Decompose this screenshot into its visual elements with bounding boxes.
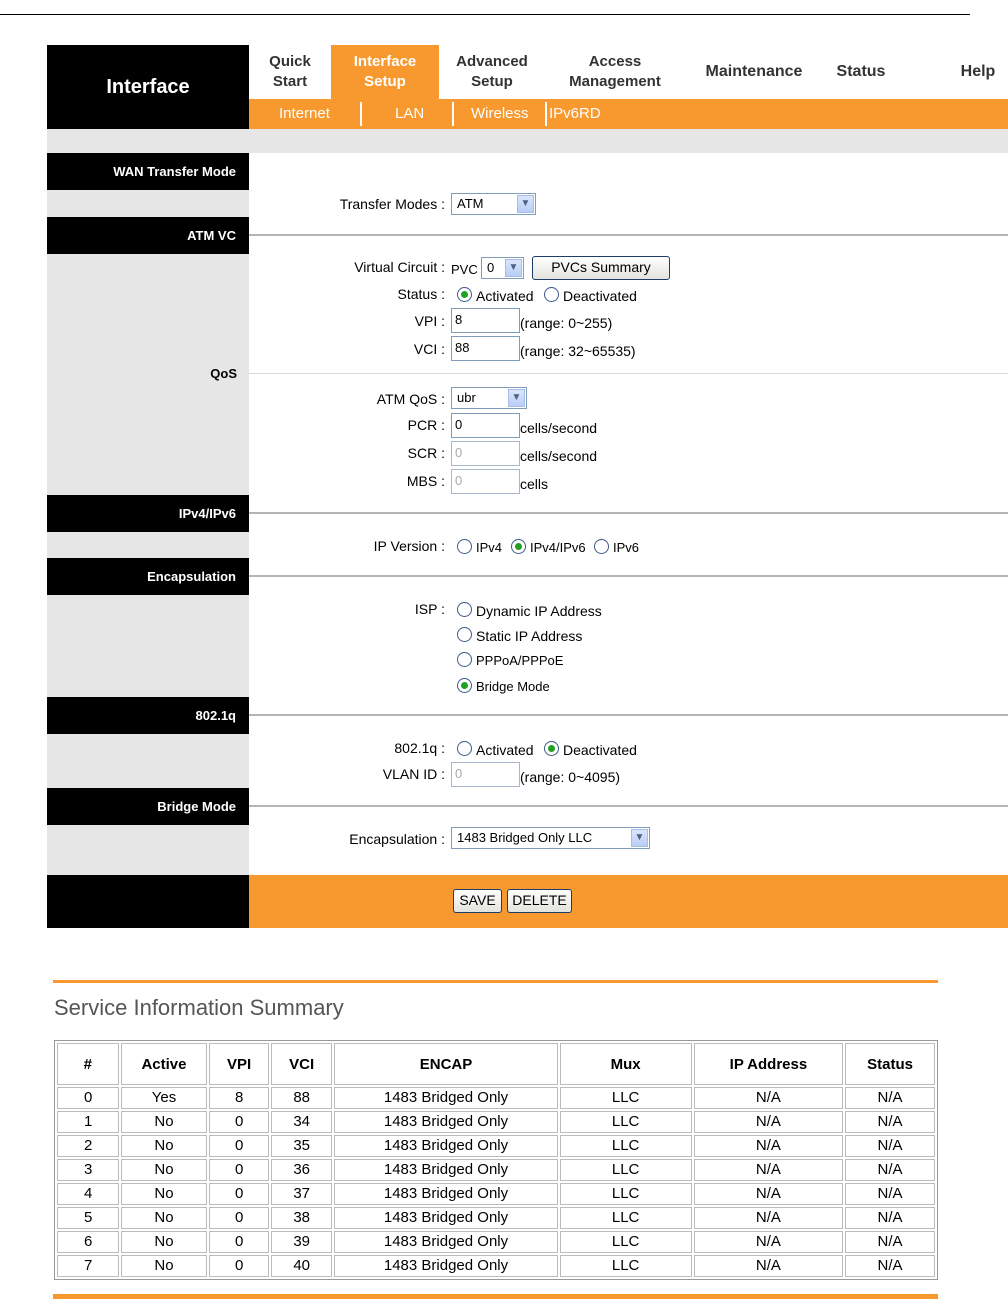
section-bridge-mode: Bridge Mode <box>47 788 249 825</box>
sub-navigation <box>249 99 1008 129</box>
vci-label: VCI : <box>413 341 445 357</box>
ip-version-ipv6-label: IPv6 <box>613 540 640 555</box>
table-cell: 6 <box>57 1231 119 1253</box>
mbs-unit: cells <box>520 476 549 492</box>
tab-advanced-setup[interactable] <box>439 45 545 99</box>
isp-static-ip-label: Static IP Address <box>476 628 583 644</box>
section-wan-transfer-mode: WAN Transfer Mode <box>47 153 249 190</box>
transfer-modes-label: Transfer Modes : <box>339 196 445 212</box>
table-cell: 1483 Bridged Only <box>334 1231 557 1253</box>
vpi-range-hint: (range: 0~255) <box>520 315 613 331</box>
table-cell: N/A <box>694 1159 843 1181</box>
bridge-encapsulation-value: 1483 Bridged Only LLC <box>457 830 593 845</box>
table-cell: N/A <box>845 1231 935 1253</box>
isp-static-ip-radio[interactable] <box>457 627 472 642</box>
status-label: Status : <box>397 286 445 302</box>
table-cell: N/A <box>845 1159 935 1181</box>
table-cell: 88 <box>271 1087 333 1109</box>
table-cell: 1483 Bridged Only <box>334 1087 557 1109</box>
table-cell: N/A <box>694 1087 843 1109</box>
virtual-circuit-select[interactable] <box>481 257 524 279</box>
table-row <box>57 1255 935 1277</box>
table-cell: 1 <box>57 1111 119 1133</box>
ip-version-ipv4-ipv6-radio[interactable] <box>511 539 526 554</box>
table-cell: N/A <box>694 1111 843 1133</box>
isp-dynamic-ip-label: Dynamic IP Address <box>476 603 602 619</box>
dot1q-deactivated-radio[interactable] <box>544 741 559 756</box>
table-cell: 39 <box>271 1231 333 1253</box>
tab-help[interactable] <box>949 45 1007 99</box>
table-cell: N/A <box>694 1135 843 1157</box>
table-cell: 0 <box>209 1255 269 1277</box>
subnav-ipv6rd[interactable]: IPv6RD <box>549 105 601 122</box>
vlan-id-input[interactable]: 0 <box>451 762 520 787</box>
table-cell: N/A <box>694 1207 843 1229</box>
isp-bridge-mode-radio[interactable] <box>457 678 472 693</box>
chevron-down-icon: ▼ <box>508 389 525 407</box>
status-activated-radio[interactable] <box>457 287 472 302</box>
table-cell: LLC <box>560 1183 692 1205</box>
virtual-circuit-label: Virtual Circuit : <box>354 259 445 275</box>
summary-title: Service Information Summary <box>54 995 344 1020</box>
table-cell: 38 <box>271 1207 333 1229</box>
subnav-wireless[interactable]: Wireless <box>471 105 529 122</box>
table-cell: No <box>121 1159 208 1181</box>
header-spacer-bar <box>47 129 1008 153</box>
main-tabs <box>249 45 1008 99</box>
isp-bridge-mode-label: Bridge Mode <box>476 679 550 694</box>
column-header: IP Address <box>694 1043 843 1085</box>
column-header: VPI <box>209 1043 269 1085</box>
table-cell: 0 <box>209 1111 269 1133</box>
table-cell: N/A <box>845 1111 935 1133</box>
pvcs-summary-button[interactable]: PVCs Summary <box>532 256 670 280</box>
table-cell: No <box>121 1231 208 1253</box>
table-cell: 0 <box>209 1207 269 1229</box>
table-cell: N/A <box>845 1207 935 1229</box>
section-encapsulation: Encapsulation <box>47 558 249 595</box>
table-cell: 2 <box>57 1135 119 1157</box>
section-divider <box>249 234 1008 236</box>
table-cell: 3 <box>57 1159 119 1181</box>
column-header: Active <box>121 1043 208 1085</box>
table-cell: 0 <box>209 1135 269 1157</box>
pcr-unit: cells/second <box>520 420 598 436</box>
table-cell: No <box>121 1255 208 1277</box>
scr-label: SCR : <box>407 445 445 461</box>
table-cell: No <box>121 1135 208 1157</box>
subnav-separator <box>452 102 454 126</box>
table-cell: 4 <box>57 1183 119 1205</box>
table-cell: N/A <box>845 1255 935 1277</box>
tab-label-line2: Start <box>272 73 308 90</box>
tab-label: Maintenance <box>705 63 803 80</box>
table-row <box>57 1231 935 1253</box>
section-802-1q: 802.1q <box>47 697 249 734</box>
delete-button[interactable]: DELETE <box>507 889 572 913</box>
table-cell: Yes <box>121 1087 208 1109</box>
tab-label-line1: Quick <box>269 53 311 70</box>
tab-access-management[interactable] <box>553 45 677 99</box>
table-cell: LLC <box>560 1255 692 1277</box>
ip-version-ipv4-ipv6-label: IPv4/IPv6 <box>530 540 586 555</box>
table-cell: 0 <box>209 1159 269 1181</box>
chevron-down-icon: ▼ <box>517 195 534 213</box>
column-header: VCI <box>271 1043 333 1085</box>
vpi-label: VPI : <box>414 313 445 329</box>
tab-quick-start[interactable] <box>249 45 331 99</box>
dot1q-label: 802.1q : <box>394 740 445 756</box>
table-row <box>57 1111 935 1133</box>
tab-label-line2: Management <box>569 73 661 90</box>
table-cell: 1483 Bridged Only <box>334 1135 557 1157</box>
table-row <box>57 1183 935 1205</box>
table-cell: 40 <box>271 1255 333 1277</box>
table-cell: 1483 Bridged Only <box>334 1207 557 1229</box>
service-summary-table <box>54 1040 938 1280</box>
column-header: Status <box>845 1043 935 1085</box>
section-qos: QoS <box>210 366 237 381</box>
isp-dynamic-ip-radio[interactable] <box>457 602 472 617</box>
status-deactivated-label: Deactivated <box>563 288 637 304</box>
table-header-row <box>57 1043 935 1085</box>
mbs-input[interactable]: 0 <box>451 469 520 494</box>
table-cell: 35 <box>271 1135 333 1157</box>
tab-label-line1: Interface <box>353 53 417 70</box>
ip-version-ipv6-radio[interactable] <box>594 539 609 554</box>
tab-maintenance[interactable] <box>689 45 819 99</box>
subnav-separator <box>545 102 547 126</box>
mbs-label: MBS : <box>406 473 445 489</box>
transfer-modes-select[interactable] <box>451 193 536 215</box>
table-cell: N/A <box>845 1183 935 1205</box>
scr-input[interactable]: 0 <box>451 441 520 466</box>
column-header: ENCAP <box>334 1043 557 1085</box>
table-cell: No <box>121 1207 208 1229</box>
atm-qos-label: ATM QoS : <box>376 391 445 407</box>
table-row <box>57 1087 935 1109</box>
section-atm-vc: ATM VC <box>47 217 249 254</box>
table-cell: N/A <box>845 1087 935 1109</box>
tab-label-line1: Advanced <box>456 53 528 70</box>
vci-input[interactable]: 88 <box>451 336 520 361</box>
table-cell: LLC <box>560 1135 692 1157</box>
status-activated-label: Activated <box>476 288 534 304</box>
table-row <box>57 1207 935 1229</box>
ip-version-ipv4-radio[interactable] <box>457 539 472 554</box>
table-cell: LLC <box>560 1159 692 1181</box>
chevron-down-icon: ▼ <box>505 259 522 277</box>
vpi-input[interactable]: 8 <box>451 308 520 333</box>
isp-pppoa-pppoe-label: PPPoA/PPPoE <box>476 653 564 668</box>
table-cell: 0 <box>209 1183 269 1205</box>
table-cell: LLC <box>560 1207 692 1229</box>
chevron-down-icon: ▼ <box>631 829 648 847</box>
table-cell: No <box>121 1111 208 1133</box>
bridge-encapsulation-label: Encapsulation : <box>349 831 445 847</box>
dot1q-activated-radio[interactable] <box>457 741 472 756</box>
table-cell: LLC <box>560 1231 692 1253</box>
tab-label-line1: Access <box>588 53 642 70</box>
ip-version-label: IP Version : <box>373 538 445 554</box>
table-cell: 37 <box>271 1183 333 1205</box>
table-cell: 36 <box>271 1159 333 1181</box>
virtual-circuit-value: 0 <box>487 260 495 275</box>
table-row <box>57 1135 935 1157</box>
table-row <box>57 1159 935 1181</box>
table-cell: 5 <box>57 1207 119 1229</box>
tab-label-line2: Setup <box>364 73 406 90</box>
table-cell: 0 <box>209 1231 269 1253</box>
top-rule <box>0 14 970 15</box>
atm-qos-select[interactable] <box>451 387 527 409</box>
section-divider <box>249 714 1008 716</box>
scr-unit: cells/second <box>520 448 598 464</box>
status-deactivated-radio[interactable] <box>544 287 559 302</box>
table-cell: N/A <box>694 1255 843 1277</box>
dot1q-activated-label: Activated <box>476 742 534 758</box>
dot1q-deactivated-label: Deactivated <box>563 742 637 758</box>
pvc-prefix: PVC <box>451 262 478 277</box>
tab-label: Help <box>960 63 996 80</box>
vci-range-hint: (range: 32~65535) <box>520 343 636 359</box>
section-divider <box>249 805 1008 807</box>
atm-qos-value: ubr <box>457 390 476 405</box>
table-cell: N/A <box>694 1231 843 1253</box>
table-cell: 8 <box>209 1087 269 1109</box>
summary-top-rule <box>53 980 938 983</box>
table-cell: LLC <box>560 1111 692 1133</box>
bridge-encapsulation-select[interactable] <box>451 827 650 849</box>
table-cell: 1483 Bridged Only <box>334 1159 557 1181</box>
tab-interface-setup[interactable] <box>331 45 439 99</box>
footer-left-block <box>47 875 249 928</box>
footer-action-bar <box>249 875 1008 928</box>
summary-bottom-rule <box>53 1294 938 1299</box>
table-cell: 0 <box>57 1087 119 1109</box>
table-cell: 34 <box>271 1111 333 1133</box>
pcr-label: PCR : <box>407 417 445 433</box>
table-cell: N/A <box>845 1135 935 1157</box>
vlan-id-range-hint: (range: 0~4095) <box>520 769 621 785</box>
isp-pppoa-pppoe-radio[interactable] <box>457 652 472 667</box>
table-cell: LLC <box>560 1087 692 1109</box>
table-cell: No <box>121 1183 208 1205</box>
column-header: # <box>57 1043 119 1085</box>
section-ipv4-ipv6: IPv4/IPv6 <box>47 495 249 532</box>
subnav-lan[interactable]: LAN <box>395 105 425 122</box>
vlan-id-label: VLAN ID : <box>382 766 445 782</box>
pcr-input[interactable]: 0 <box>451 413 520 438</box>
ip-version-ipv4-label: IPv4 <box>476 540 503 555</box>
section-divider <box>249 373 1008 374</box>
table-cell: 1483 Bridged Only <box>334 1183 557 1205</box>
isp-label: ISP : <box>414 601 445 617</box>
table-cell: 1483 Bridged Only <box>334 1255 557 1277</box>
save-button[interactable]: SAVE <box>453 889 502 913</box>
table-cell: N/A <box>694 1183 843 1205</box>
table-cell: 1483 Bridged Only <box>334 1111 557 1133</box>
section-divider <box>249 512 1008 514</box>
subnav-separator <box>360 102 362 126</box>
column-header: Mux <box>560 1043 692 1085</box>
tab-label-line2: Setup <box>471 73 513 90</box>
tab-status[interactable] <box>827 45 895 99</box>
tab-label: Status <box>836 63 886 80</box>
section-divider <box>249 575 1008 577</box>
page-title: Interface <box>47 45 249 129</box>
transfer-modes-value: ATM <box>457 196 484 211</box>
subnav-internet[interactable]: Internet <box>279 105 330 122</box>
table-cell: 7 <box>57 1255 119 1277</box>
